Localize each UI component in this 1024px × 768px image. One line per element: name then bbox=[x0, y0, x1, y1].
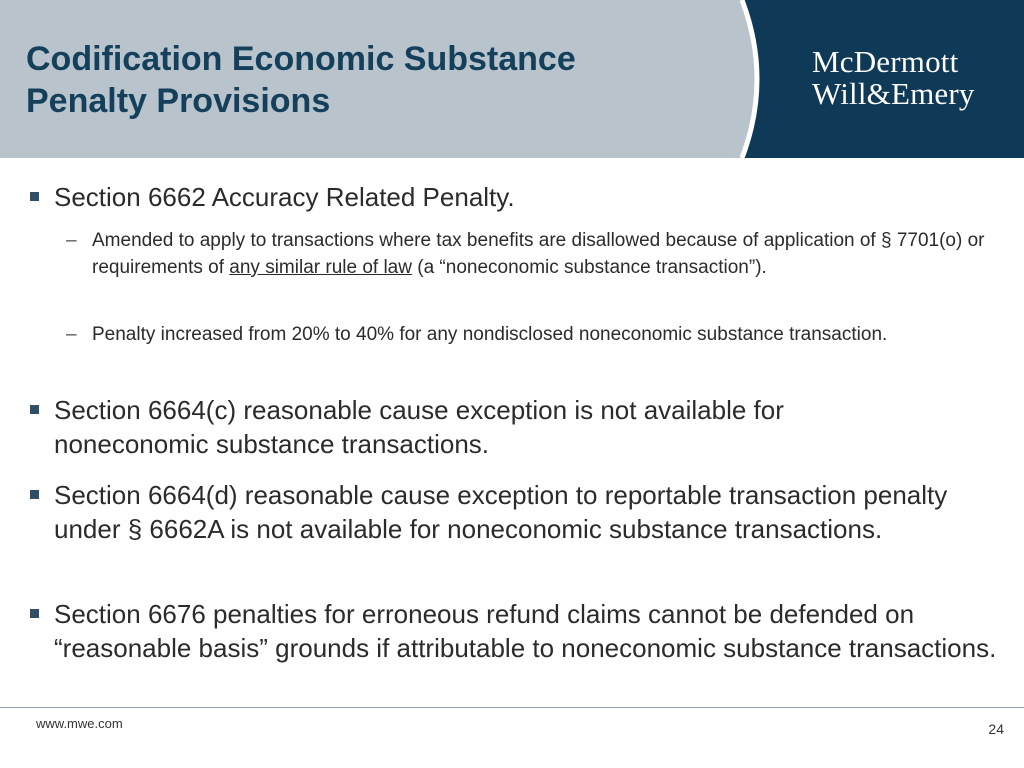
bullet-marker-icon bbox=[30, 490, 39, 499]
bullet-marker-icon bbox=[30, 405, 39, 414]
bullet-text: Section 6676 penalties for erroneous refund claims cannot be defended on “reasonable basis” grounds if attributable to noneconomic substance transactions. bbox=[54, 599, 997, 663]
firm-logo-line1: McDermott bbox=[812, 44, 959, 79]
sub-bullet-text-pre: Amended to apply to transactions where tax benefits are disallowed because of application of § 7701(o) or requirements of bbox=[92, 230, 985, 278]
sub-bullet-text bbox=[92, 227, 1012, 281]
sub-bullet-text-post: (a “noneconomic substance transaction”). bbox=[411, 257, 767, 278]
footer-website-link[interactable]: www.mwe.com bbox=[36, 716, 123, 731]
firm-logo bbox=[812, 46, 975, 110]
bullet-marker-icon bbox=[30, 192, 39, 201]
slide-title-line1: Codification Economic Substance bbox=[26, 40, 576, 78]
page-number: 24 bbox=[988, 721, 1004, 737]
slide-header bbox=[0, 0, 1024, 158]
slide-title-line2: Penalty Provisions bbox=[26, 82, 331, 120]
bullet-text: Section 6664(c) reasonable cause exception is not available for noneconomic substance transactions. bbox=[54, 395, 784, 459]
footer-divider bbox=[0, 707, 1024, 708]
underlined-phrase: any similar rule of law bbox=[229, 257, 412, 278]
sub-bullet-text: Penalty increased from 20% to 40% for any nondisclosed noneconomic substance transaction. bbox=[92, 324, 888, 345]
slide-title bbox=[26, 38, 726, 122]
bullet-text: Section 6664(d) reasonable cause exception to reportable transaction penalty under § 6662A is not available for noneconomic substance transactions. bbox=[54, 480, 948, 544]
bullet-marker-icon bbox=[30, 609, 39, 618]
firm-logo-line2: Will&Emery bbox=[812, 76, 975, 111]
dash-marker: – bbox=[66, 230, 77, 251]
dash-marker: – bbox=[66, 324, 77, 345]
bullet-text: Section 6662 Accuracy Related Penalty. bbox=[54, 182, 515, 212]
